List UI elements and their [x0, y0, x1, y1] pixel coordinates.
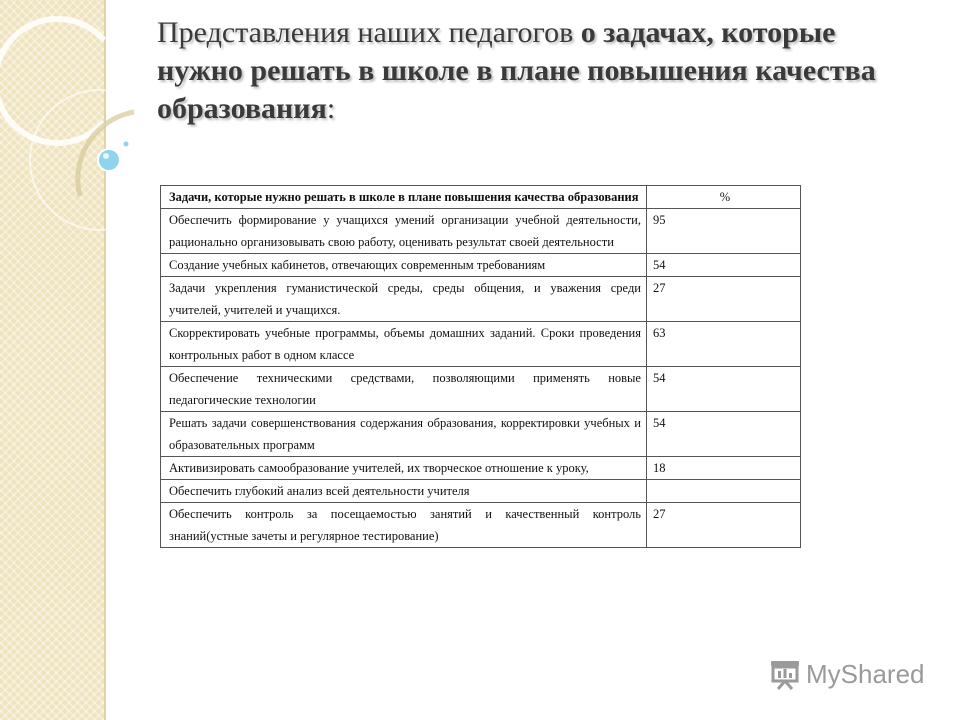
watermark-text: MyShared [806, 658, 925, 689]
task-cell: Обеспечить формирование у учащихся умений организации учебной деятельности, рационально организовывать свою работу, оценивать результат своей деятельности [161, 209, 647, 254]
table-row [161, 322, 801, 367]
table-row [161, 412, 801, 457]
tasks-table [160, 185, 801, 548]
presentation-board-icon [768, 657, 802, 691]
task-cell: Активизировать самообразование учителей, их творческое отношение к уроку, [161, 457, 647, 480]
title-regular-part: Представления наших педагогов [157, 16, 581, 49]
title-colon: : [326, 92, 336, 125]
task-cell: Обеспечить контроль за посещаемостью занятий и качественный контроль знаний(устные зачеты и регулярное тестирование) [161, 503, 647, 548]
percent-cell: 27 [647, 277, 801, 322]
table-row [161, 277, 801, 322]
percent-cell: 54 [647, 254, 801, 277]
task-cell: Обеспечение техническими средствами, позволяющими применять новые педагогические технологии [161, 367, 647, 412]
table-row [161, 457, 801, 480]
table-header-row [161, 186, 801, 209]
percent-cell: 27 [647, 503, 801, 548]
header-task: Задачи, которые нужно решать в школе в плане повышения качества образования [161, 186, 647, 209]
task-cell: Создание учебных кабинетов, отвечающих современным требованиям [161, 254, 647, 277]
task-cell: Решать задачи совершенствования содержания образования, корректировки учебных и образовательных программ [161, 412, 647, 457]
percent-cell: 54 [647, 412, 801, 457]
percent-cell: 54 [647, 367, 801, 412]
watermark-logo [768, 656, 925, 692]
header-percent: % [647, 186, 801, 209]
percent-cell [647, 480, 801, 503]
title-bold-part: о задачах, которые нужно решать в школе в плане повышения качества образования [157, 16, 876, 125]
table-row [161, 254, 801, 277]
table-row [161, 209, 801, 254]
task-cell: Скорректировать учебные программы, объемы домашних заданий. Сроки проведения контрольных работ в одном классе [161, 322, 647, 367]
table-row [161, 480, 801, 503]
page-title [157, 14, 917, 128]
percent-cell: 95 [647, 209, 801, 254]
task-cell: Задачи укрепления гуманистической среды, среды общения, и уважения среди учителей, учителей и учащихся. [161, 277, 647, 322]
percent-cell: 63 [647, 322, 801, 367]
bubble-decor [98, 149, 120, 171]
table-row [161, 367, 801, 412]
table-row [161, 503, 801, 548]
percent-cell: 18 [647, 457, 801, 480]
task-cell: Обеспечить глубокий анализ всей деятельности учителя [161, 480, 647, 503]
